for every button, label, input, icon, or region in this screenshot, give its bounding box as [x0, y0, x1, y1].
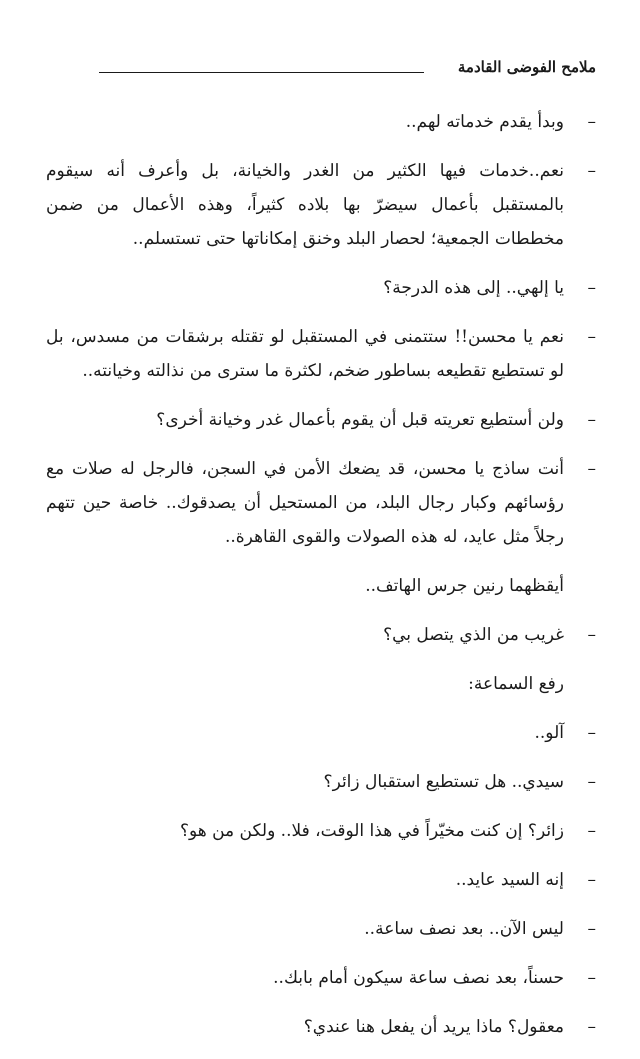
dialogue-line — [46, 452, 596, 554]
running-header-title: ملامح الفوضى القادمة — [457, 58, 596, 76]
dialogue-dash: – — [587, 278, 596, 298]
paragraph-text: أنت ساذج يا محسن، قد يضعك الأمن في السجن، فالرجل له صلات مع رؤسائهم وكبار رجال البلد، من المستحيل أن يصدقوك.. خاصة حين تتهم رجلاً مثل عايد، له هذه الصولات والقوى القاهرة.. — [46, 459, 564, 547]
dialogue-dash: – — [587, 968, 596, 988]
dialogue-line — [46, 814, 596, 848]
paragraph-text: نعم..خدمات فيها الكثير من الغدر والخيانة، بل وأعرف أنه سيقوم بالمستقبل بأعمال سيضرّ بها بلاده كثيراً، وهذه الأعمال من ضمن مخططات الجمعية؛ لحصار البلد وخنق إمكاناتها حتى تستسلم.. — [46, 161, 564, 249]
dialogue-dash: – — [587, 459, 596, 479]
header-rule — [99, 72, 424, 73]
dialogue-line — [46, 105, 596, 139]
dialogue-dash: – — [587, 327, 596, 347]
dialogue-line — [46, 320, 596, 388]
paragraph-text: زائر؟ إن كنت مخيّراً في هذا الوقت، فلا.. ولكن من هو؟ — [179, 821, 564, 841]
narration-line — [46, 569, 596, 603]
dialogue-dash: – — [587, 919, 596, 939]
paragraph-text: يا إلهي.. إلى هذه الدرجة؟ — [383, 278, 564, 298]
narration-line — [46, 667, 596, 701]
dialogue-dash: – — [587, 112, 596, 132]
dialogue-line — [46, 716, 596, 750]
dialogue-line — [46, 154, 596, 256]
dialogue-dash: – — [587, 723, 596, 743]
paragraph-text: وبدأ يقدم خدماته لهم.. — [405, 112, 564, 132]
dialogue-dash: – — [587, 410, 596, 430]
page-body — [46, 105, 596, 1059]
dialogue-line — [46, 1010, 596, 1044]
paragraph-text: ولن أستطيع تعريته قبل أن يقوم بأعمال غدر وخيانة أخرى؟ — [156, 410, 564, 430]
dialogue-line — [46, 271, 596, 305]
dialogue-dash: – — [587, 1017, 596, 1037]
paragraph-text: معقول؟ ماذا يريد أن يفعل هنا عندي؟ — [303, 1017, 564, 1037]
dialogue-line — [46, 961, 596, 995]
dialogue-dash: – — [587, 625, 596, 645]
paragraph-text: حسناً، بعد نصف ساعة سيكون أمام بابك.. — [273, 968, 564, 988]
paragraph-text: نعم يا محسن!! ستتمنى في المستقبل لو تقتله برشقات من مسدس، بل لو تستطيع تقطيعه بساطور ضخم، لكثرة ما سترى من نذالته وخيانته.. — [46, 327, 564, 381]
paragraph-text: إنه السيد عايد.. — [455, 870, 564, 890]
dialogue-dash: – — [587, 772, 596, 792]
paragraph-text: غريب من الذي يتصل بي؟ — [383, 625, 564, 645]
dialogue-line — [46, 912, 596, 946]
dialogue-line — [46, 765, 596, 799]
paragraph-text: أيقظهما رنين جرس الهاتف.. — [365, 576, 564, 596]
paragraph-text: سيدي.. هل تستطيع استقبال زائر؟ — [323, 772, 564, 792]
dialogue-line — [46, 863, 596, 897]
dialogue-line — [46, 618, 596, 652]
dialogue-dash: – — [587, 821, 596, 841]
paragraph-text: رفع السماعة: — [468, 674, 564, 694]
paragraph-text: ليس الآن.. بعد نصف ساعة.. — [364, 919, 564, 939]
dialogue-dash: – — [587, 161, 596, 181]
dialogue-dash: – — [587, 870, 596, 890]
dialogue-line — [46, 403, 596, 437]
paragraph-text: آلو.. — [534, 723, 564, 743]
